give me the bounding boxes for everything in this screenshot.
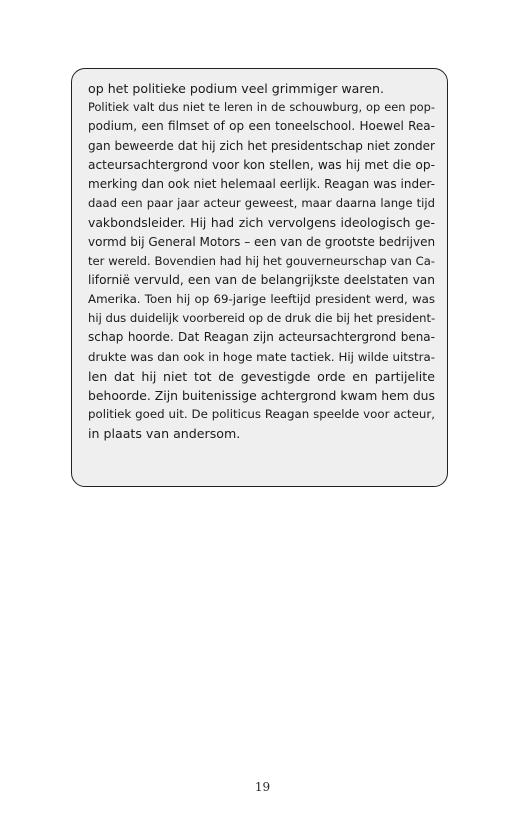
page-number: 19 (254, 780, 271, 794)
text-line: gan beweerde dat hij zich het presidentschap niet zonder (88, 138, 435, 153)
text-line: politiek goed uit. De politicus Reagan speelde voor acteur, (88, 407, 435, 422)
text-line: merking dan ook niet helemaal eerlijk. Reagan was inder- (88, 176, 435, 191)
text-line: in plaats van andersom. (88, 426, 241, 442)
text-line: lifornië vervuld, een van de belangrijkste deelstaten van (88, 272, 435, 287)
text-line: daad een paar jaar acteur geweest, maar daarna lange tijd (88, 196, 435, 211)
text-line: podium, een filmset of op een toneelschool. Hoewel Rea- (88, 119, 435, 134)
text-line: op het politieke podium veel grimmiger waren. (88, 81, 385, 96)
text-box (71, 68, 448, 487)
text-line: drukte was dan ook in hoge mate tactiek. Hij wilde uitstra- (88, 349, 435, 364)
text-line: vormd bij General Motors – een van de grootste bedrijven (88, 234, 435, 249)
text-line: acteursachtergrond voor kon stellen, was hij met die op- (88, 157, 435, 172)
text-line: len dat hij niet tot de gevestigde orde en partijelite (88, 368, 435, 384)
text-line: ter wereld. Bovendien had hij het gouverneurschap van Ca- (88, 253, 435, 268)
text-line: Politiek valt dus niet te leren in de schouwburg, op een pop- (88, 100, 435, 115)
text-line: Amerika. Toen hij op 69-jarige leeftijd president werd, was (88, 292, 435, 307)
text-line: hij dus duidelijk voorbereid op de druk die bij het president- (88, 311, 435, 326)
text-line: schap hoorde. Dat Reagan zijn acteursachtergrond bena- (88, 330, 435, 345)
text-line: vakbondsleider. Hij had zich vervolgens ideologisch ge- (88, 215, 435, 231)
text-line: behoorde. Zijn buitenissige achtergrond kwam hem dus (88, 388, 435, 403)
